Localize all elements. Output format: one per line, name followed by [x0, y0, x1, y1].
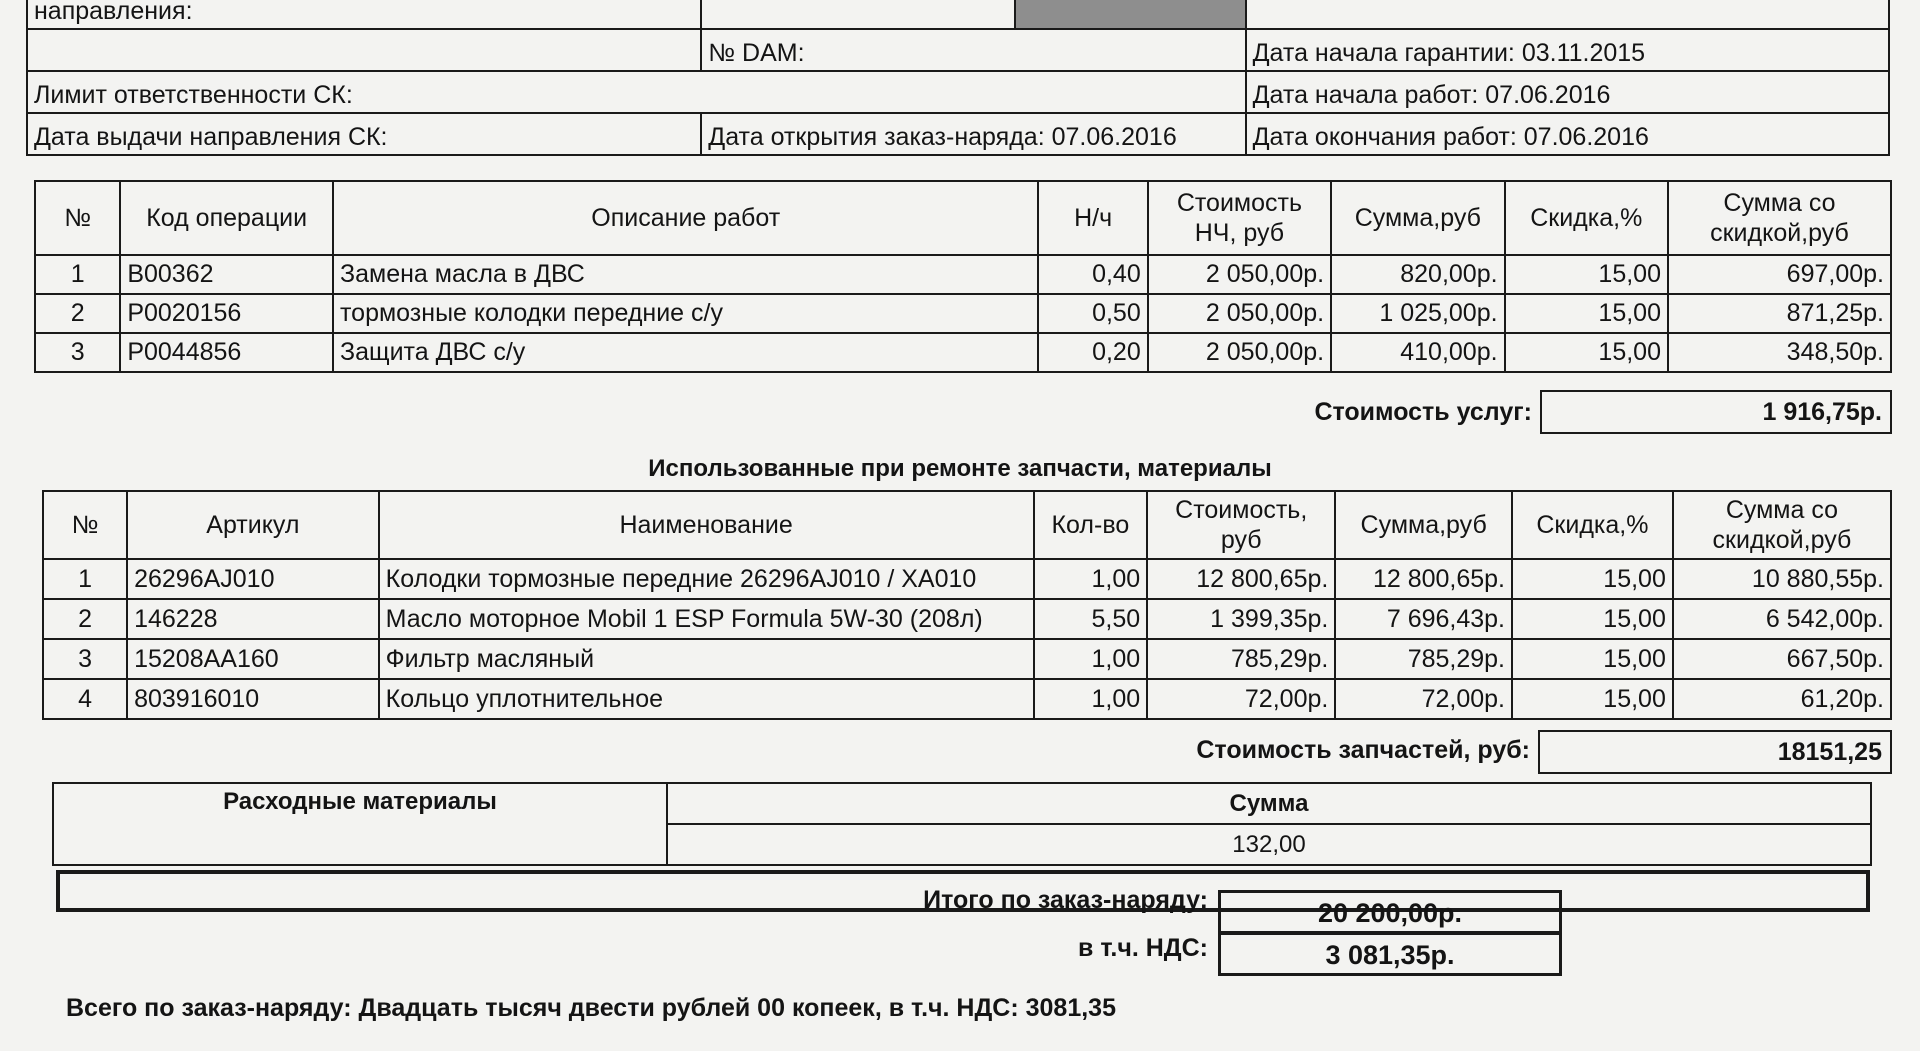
referral-date: Дата выдачи направления СК: [27, 113, 701, 155]
parts-total-value: 18151,25 [1538, 730, 1892, 774]
table-row: 3 P0044856 Защита ДВС с/у 0,20 2 050,00р. 410,00р. 15,00 348,50р. [35, 333, 1891, 372]
table-row: 2 146228 Масло моторное Mobil 1 ESP Formula 5W-30 (208л) 5,50 1 399,35р. 7 696,43р. 15,00 6 542,00р. [43, 599, 1891, 639]
col-header: Сумма,руб [1331, 181, 1504, 255]
header-table [26, 0, 1890, 156]
table-row: 3 15208AA160 Фильтр масляный 1,00 785,29р. 785,29р. 15,00 667,50р. [43, 639, 1891, 679]
total-in-words: Всего по заказ-наряду: Двадцать тысяч двести рублей 00 копеек, в т.ч. НДС: 3081,35 [66, 994, 1116, 1022]
col-header: Наименование [379, 491, 1034, 559]
col-header: Скидка,% [1512, 491, 1673, 559]
redacted-block [1015, 0, 1246, 29]
table-row: 2 P0020156 тормозные колодки передние с/у 0,50 2 050,00р. 1 025,00р. 15,00 871,25р. [35, 294, 1891, 333]
works-table [34, 180, 1892, 373]
consumables-sum-value: 132,00 [667, 824, 1871, 865]
vat-value: 3 081,35р. [1218, 932, 1562, 976]
col-header: № [43, 491, 127, 559]
warranty-start: Дата начала гарантии: 03.11.2015 [1246, 29, 1889, 71]
vat-label: в т.ч. НДС: [1078, 934, 1208, 962]
col-header: Кол-во [1034, 491, 1148, 559]
col-header: Артикул [127, 491, 379, 559]
liability-limit: Лимит ответственности СК: [27, 71, 1246, 113]
services-total-value: 1 916,75р. [1540, 390, 1892, 434]
table-row: 4 803916010 Кольцо уплотнительное 1,00 72,00р. 72,00р. 15,00 61,20р. [43, 679, 1891, 719]
services-total-label: Стоимость услуг: [1314, 398, 1532, 426]
order-total-value: 20 200,00р. [1218, 890, 1562, 934]
parts-section-title: Использованные при ремонте запчасти, материалы [648, 455, 1272, 482]
table-row: 1 B00362 Замена масла в ДВС 0,40 2 050,00р. 820,00р. 15,00 697,00р. [35, 255, 1891, 294]
work-end: Дата окончания работ: 07.06.2016 [1246, 113, 1889, 155]
col-header: Стоимость, руб [1147, 491, 1335, 559]
col-header: Сумма,руб [1335, 491, 1512, 559]
parts-table [42, 490, 1892, 720]
col-header: Н/ч [1038, 181, 1147, 255]
consumables-sum-label: Сумма [667, 783, 1871, 824]
col-header: Сумма со скидкой,руб [1673, 491, 1891, 559]
col-header: Сумма со скидкой,руб [1668, 181, 1891, 255]
order-open-date: Дата открытия заказ-наряда: 07.06.2016 [701, 113, 1245, 155]
consumables-table [52, 782, 1872, 866]
col-header: Стоимость НЧ, руб [1148, 181, 1331, 255]
col-header: Код операции [120, 181, 333, 255]
dam-label: № DAM: [701, 29, 1245, 71]
col-header: Описание работ [333, 181, 1038, 255]
consumables-label: Расходные материалы [53, 783, 667, 865]
parts-total-label: Стоимость запчастей, руб: [1196, 736, 1530, 764]
col-header: № [35, 181, 120, 255]
header-top-cut: направления: [27, 0, 701, 29]
order-total-label: Итого по заказ-наряду: [923, 886, 1208, 914]
work-start: Дата начала работ: 07.06.2016 [1246, 71, 1889, 113]
table-row: 1 26296AJ010 Колодки тормозные передние 26296AJ010 / XA010 1,00 12 800,65р. 12 800,65р. 15,00 10 880,55р. [43, 559, 1891, 599]
col-header: Скидка,% [1505, 181, 1668, 255]
